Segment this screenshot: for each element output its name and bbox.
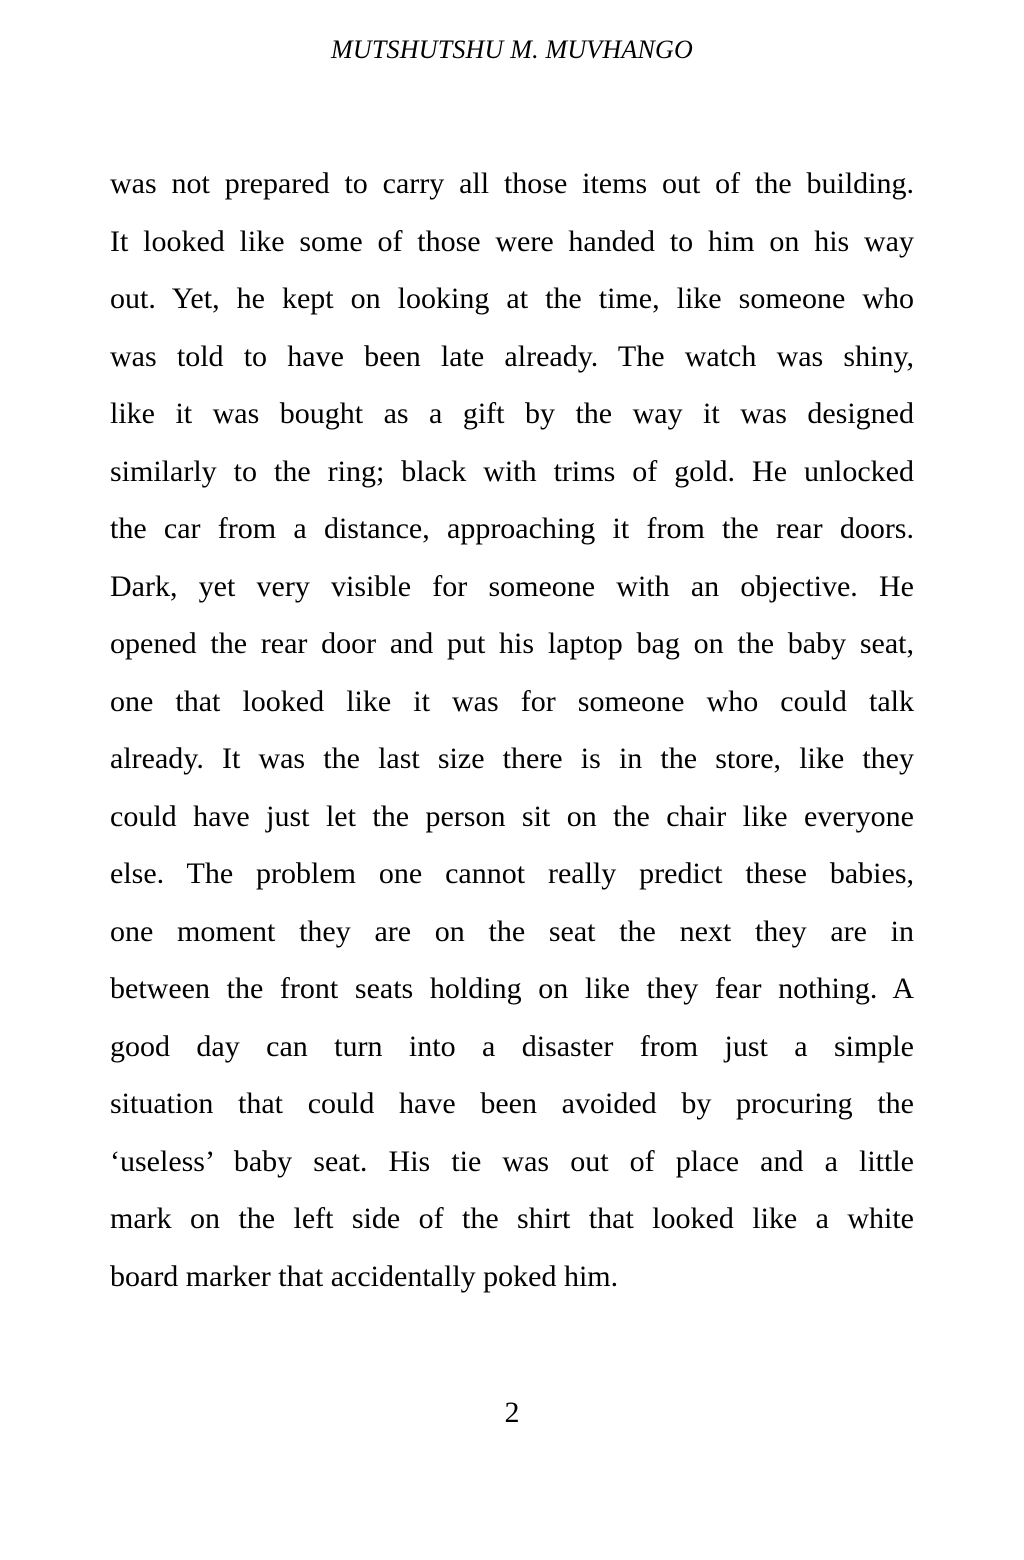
text-line: situation that could have been avoided by procuring the bbox=[110, 1087, 914, 1120]
text-line-last: board marker that accidentally poked him. bbox=[110, 1259, 619, 1293]
text-line: was not prepared to carry all those items out of the building. bbox=[110, 167, 914, 200]
running-header: MUTSHUTSHU M. MUVHANGO bbox=[331, 35, 693, 64]
text-line: could have just let the person sit on the chair like everyone bbox=[110, 799, 914, 833]
body-paragraph bbox=[110, 155, 914, 1305]
text-line: good day can turn into a disaster from just a simple bbox=[110, 1029, 914, 1063]
text-line: out. Yet, he kept on looking at the time, like someone who bbox=[110, 282, 914, 315]
text-line: Dark, yet very visible for someone with an objective. He bbox=[110, 569, 914, 603]
text-line: mark on the left side of the shirt that looked like a white bbox=[110, 1202, 914, 1235]
text-line: between the front seats holding on like they fear nothing. A bbox=[110, 972, 914, 1005]
text-line: else. The problem one cannot really predict these babies, bbox=[110, 857, 914, 890]
text-line: opened the rear door and put his laptop bag on the baby seat, bbox=[110, 627, 914, 660]
text-line: one that looked like it was for someone who could talk bbox=[110, 684, 914, 718]
text-line: the car from a distance, approaching it from the rear doors. bbox=[110, 512, 914, 545]
text-line: already. It was the last size there is in the store, like they bbox=[110, 742, 914, 775]
text-line: was told to have been late already. The watch was shiny, bbox=[110, 339, 914, 373]
text-line: It looked like some of those were handed to him on his way bbox=[110, 224, 914, 258]
text-line: like it was bought as a gift by the way it was designed bbox=[110, 397, 914, 430]
text-line: similarly to the ring; black with trims of gold. He unlocked bbox=[110, 454, 914, 488]
page-number: 2 bbox=[504, 1396, 520, 1429]
text-line: ‘useless’ baby seat. His tie was out of place and a little bbox=[110, 1144, 914, 1178]
text-line: one moment they are on the seat the next they are in bbox=[110, 914, 914, 948]
